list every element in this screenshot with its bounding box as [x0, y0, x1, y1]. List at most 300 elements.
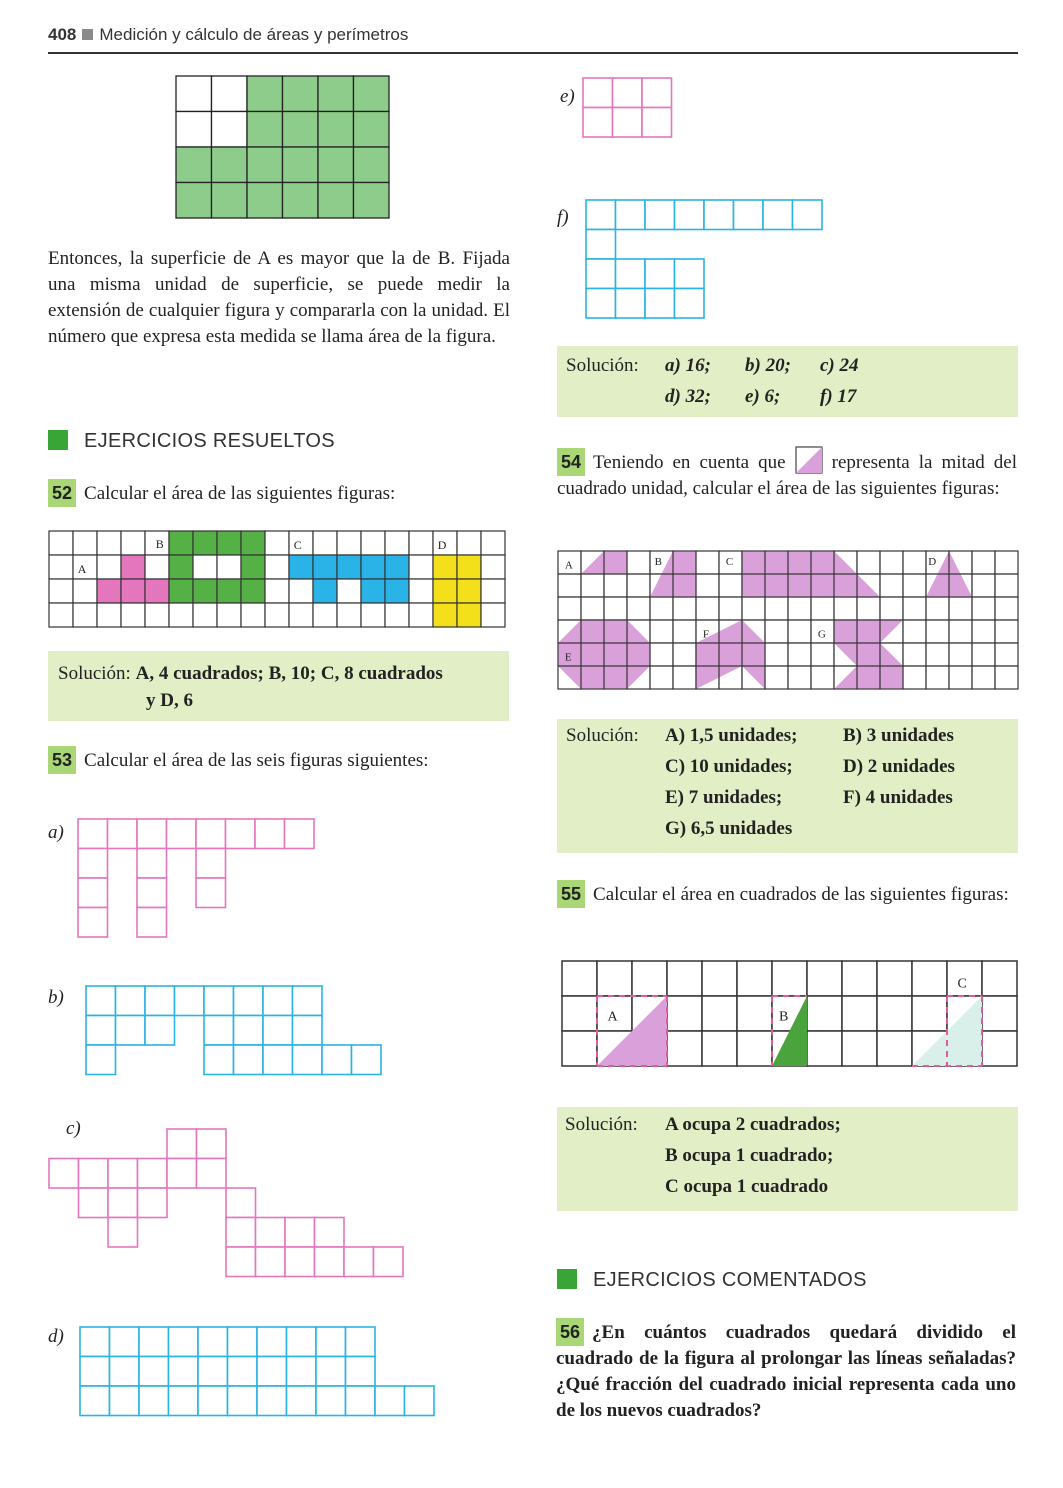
- grid-cell: [765, 620, 788, 643]
- grid-cell: [877, 961, 912, 996]
- ex52-grid-figure: [48, 530, 508, 627]
- grid-cell: [175, 986, 205, 1016]
- grid-cell: [972, 643, 995, 666]
- grid-cell: [265, 555, 289, 579]
- grid-cell: [433, 579, 457, 603]
- grid-cell: [169, 1357, 199, 1387]
- grid-cell: [354, 147, 390, 183]
- grid-cell: [972, 574, 995, 597]
- grid-cell: [361, 579, 385, 603]
- grid-cell: [877, 996, 912, 1031]
- grid-cell: [788, 597, 811, 620]
- grid-cell: [315, 1247, 345, 1277]
- grid-cell: [138, 1159, 168, 1189]
- grid-cell: [322, 1045, 352, 1075]
- grid-cell: [597, 961, 632, 996]
- grid-cell: [78, 908, 108, 938]
- grid-cell: [108, 1218, 138, 1248]
- grid-cell: [49, 603, 73, 627]
- grid-cell: [257, 1357, 287, 1387]
- grid-cell: [79, 1159, 109, 1189]
- solution-text: [58, 660, 443, 714]
- grid-cell: [121, 603, 145, 627]
- grid-cell: [627, 551, 650, 574]
- exercise-55: [557, 880, 1017, 908]
- exercise-53: [48, 746, 429, 774]
- grid-cell: [247, 76, 283, 112]
- grid-cell: [287, 1357, 317, 1387]
- grid-cell: [145, 1016, 175, 1046]
- grid-cell: [857, 551, 880, 574]
- grid-cell: [169, 555, 193, 579]
- solution-item: C ocupa 1 cuadrado: [665, 1176, 829, 1197]
- exercise-number: 56: [556, 1318, 584, 1346]
- grid-cell: [903, 597, 926, 620]
- grid-cell: [604, 574, 627, 597]
- grid-cell: [788, 620, 811, 643]
- grid-cell: [354, 183, 390, 219]
- grid-cell: [169, 531, 193, 555]
- grid-cell: [972, 666, 995, 689]
- figure-label-c: c): [66, 1118, 81, 1139]
- grid-cell: [352, 1045, 382, 1075]
- grid-cell: [241, 555, 265, 579]
- grid-cell: [995, 666, 1018, 689]
- grid-cell: [86, 1045, 116, 1075]
- grid-cell: [247, 183, 283, 219]
- grid-cell: [212, 183, 248, 219]
- solution-item: E) 7 unidades;: [665, 787, 783, 808]
- grid-cell: [481, 531, 505, 555]
- grid-cell: [241, 579, 265, 603]
- grid-cell: [807, 996, 842, 1031]
- grid-cell: [627, 574, 650, 597]
- grid-cell: [926, 666, 949, 689]
- grid-cell: [877, 1031, 912, 1066]
- grid-cell: [995, 597, 1018, 620]
- intro-paragraph: Entonces, la superficie de A es mayor que la de B. Fijada una misma unidad de superficie, se puede medir la extensión de cualquier figura y compararla con la unidad. El número que expresa esta medida se llama área de la figura.: [48, 248, 510, 347]
- grid-cell: [673, 666, 696, 689]
- grid-cell: [763, 200, 793, 230]
- grid-cell: [807, 961, 842, 996]
- grid-cell: [145, 555, 169, 579]
- grid-cell: [613, 78, 643, 108]
- grid-cell: [765, 643, 788, 666]
- figure-label-C: C: [957, 976, 967, 992]
- grid-cell: [811, 597, 834, 620]
- grid-cell: [972, 551, 995, 574]
- grid-cell: [562, 961, 597, 996]
- grid-cell: [675, 289, 705, 319]
- grid-cell: [793, 200, 823, 230]
- grid-cell: [982, 1031, 1017, 1066]
- grid-cell: [385, 603, 409, 627]
- grid-cell: [263, 1016, 293, 1046]
- grid-cell: [903, 666, 926, 689]
- grid-cell: [110, 1357, 140, 1387]
- grid-cell: [318, 183, 354, 219]
- ex53-figure-c: [48, 1128, 408, 1280]
- exercise-54: [557, 446, 1017, 502]
- grid-cell: [283, 76, 319, 112]
- figure-label-B: B: [654, 555, 662, 568]
- grid-cell: [293, 1016, 323, 1046]
- grid-cell: [73, 603, 97, 627]
- grid-cell: [226, 1188, 256, 1218]
- solution-item: G) 6,5 unidades: [665, 818, 793, 839]
- grid-cell: [289, 579, 313, 603]
- grid-cell: [212, 76, 248, 112]
- grid-cell: [374, 1247, 404, 1277]
- grid-cell: [650, 666, 673, 689]
- grid-cell: [667, 961, 702, 996]
- grid-cell: [228, 1386, 258, 1416]
- grid-cell: [586, 259, 616, 289]
- figure-label-C: C: [293, 538, 302, 552]
- grid-cell: [97, 555, 121, 579]
- grid-cell: [73, 579, 97, 603]
- grid-cell: [137, 819, 167, 849]
- grid-cell: [337, 531, 361, 555]
- grid-cell: [457, 555, 481, 579]
- grid-cell: [375, 1386, 405, 1416]
- grid-cell: [842, 996, 877, 1031]
- grid-cell: [645, 200, 675, 230]
- grid-cell: [673, 597, 696, 620]
- grid-cell: [719, 597, 742, 620]
- grid-cell: [86, 986, 116, 1016]
- figure-label-A: A: [564, 559, 573, 572]
- figure-label-d: d): [48, 1326, 64, 1347]
- grid-cell: [385, 555, 409, 579]
- grid-cell: [737, 961, 772, 996]
- grid-cell: [234, 1045, 264, 1075]
- grid-cell: [337, 603, 361, 627]
- grid-cell: [116, 986, 146, 1016]
- solution-label: Solución:: [565, 1114, 638, 1135]
- grid-cell: [247, 147, 283, 183]
- grid-cell: [667, 996, 702, 1031]
- grid-cell: [121, 579, 145, 603]
- grid-cell: [642, 78, 672, 108]
- solution-item: F) 4 unidades: [843, 787, 953, 808]
- grid-cell: [265, 603, 289, 627]
- grid-cell: [193, 555, 217, 579]
- grid-cell: [139, 1357, 169, 1387]
- grid-cell: [241, 603, 265, 627]
- grid-cell: [616, 200, 646, 230]
- exercise-56: [556, 1318, 1016, 1424]
- ex53-figure-e: [582, 77, 674, 139]
- grid-cell: [176, 183, 212, 219]
- ex52-solution: [48, 651, 509, 721]
- grid-cell: [675, 200, 705, 230]
- grid-cell: [176, 112, 212, 148]
- grid-cell: [287, 1386, 317, 1416]
- grid-cell: [283, 112, 319, 148]
- grid-cell: [361, 603, 385, 627]
- grid-cell: [627, 597, 650, 620]
- grid-cell: [257, 1327, 287, 1357]
- grid-cell: [49, 579, 73, 603]
- grid-cell: [409, 579, 433, 603]
- grid-cell: [169, 603, 193, 627]
- grid-cell: [283, 147, 319, 183]
- grid-cell: [145, 986, 175, 1016]
- grid-cell: [765, 597, 788, 620]
- grid-cell: [949, 597, 972, 620]
- grid-cell: [903, 551, 926, 574]
- grid-cell: [361, 555, 385, 579]
- grid-cell: [78, 819, 108, 849]
- grid-cell: [719, 574, 742, 597]
- grid-cell: [562, 996, 597, 1031]
- grid-cell: [49, 1159, 79, 1189]
- grid-cell: [586, 289, 616, 319]
- grid-cell: [137, 908, 167, 938]
- grid-cell: [457, 603, 481, 627]
- figure-label-e: e): [560, 86, 575, 107]
- grid-cell: [583, 108, 613, 138]
- grid-cell: [212, 112, 248, 148]
- grid-cell: [318, 76, 354, 112]
- grid-cell: [586, 200, 616, 230]
- exercise-number: 55: [557, 880, 585, 908]
- grid-cell: [354, 112, 390, 148]
- ex55-solution: [557, 1107, 1018, 1211]
- figure-label-B: B: [155, 536, 164, 551]
- grid-cell: [696, 597, 719, 620]
- grid-cell: [265, 579, 289, 603]
- grid-cell: [481, 555, 505, 579]
- grid-cell: [256, 1218, 286, 1248]
- grid-cell: [313, 531, 337, 555]
- solution-item: e) 6;: [745, 386, 781, 407]
- figure-label-E: E: [564, 651, 572, 664]
- grid-cell: [138, 1188, 168, 1218]
- grid-cell: [880, 597, 903, 620]
- grid-cell: [73, 531, 97, 555]
- grid-cell: [734, 200, 764, 230]
- grid-cell: [313, 579, 337, 603]
- grid-cell: [241, 531, 265, 555]
- grid-cell: [650, 643, 673, 666]
- grid-cell: [255, 819, 285, 849]
- grid-cell: [86, 1016, 116, 1046]
- grid-cell: [385, 579, 409, 603]
- grid-cell: [198, 1386, 228, 1416]
- solution-item: A ocupa 2 cuadrados;: [665, 1114, 841, 1135]
- grid-cell: [110, 1327, 140, 1357]
- grid-cell: [581, 597, 604, 620]
- solution-item: b) 20;: [745, 355, 791, 376]
- grid-cell: [80, 1386, 110, 1416]
- grid-cell: [834, 597, 857, 620]
- exercise-number: 54: [557, 448, 585, 476]
- grid-cell: [289, 555, 313, 579]
- grid-cell: [217, 603, 241, 627]
- grid-cell: [696, 551, 719, 574]
- grid-cell: [645, 259, 675, 289]
- figure-label-D: D: [928, 555, 937, 568]
- grid-cell: [361, 531, 385, 555]
- grid-cell: [604, 597, 627, 620]
- figure-label-A: A: [607, 1009, 618, 1025]
- grid-cell: [234, 986, 264, 1016]
- grid-cell: [811, 643, 834, 666]
- grid-cell: [204, 1045, 234, 1075]
- figure-label-B: B: [779, 1009, 789, 1025]
- solution-item: a) 16;: [665, 355, 711, 376]
- grid-cell: [145, 603, 169, 627]
- grid-cell: [217, 555, 241, 579]
- grid-cell: [926, 643, 949, 666]
- grid-cell: [788, 643, 811, 666]
- figure-label-D: D: [437, 538, 447, 552]
- grid-cell: [702, 1031, 737, 1066]
- grid-cell: [995, 551, 1018, 574]
- grid-cell: [409, 603, 433, 627]
- grid-cell: [139, 1327, 169, 1357]
- grid-cell: [765, 666, 788, 689]
- grid-cell: [912, 996, 947, 1031]
- grid-cell: [912, 961, 947, 996]
- grid-cell: [212, 147, 248, 183]
- section-bullet-icon: [557, 1269, 577, 1289]
- grid-cell: [704, 200, 734, 230]
- grid-cell: [982, 961, 1017, 996]
- page-number: 408: [48, 25, 77, 44]
- grid-cell: [217, 531, 241, 555]
- solution-item: D) 2 unidades: [843, 756, 955, 777]
- grid-cell: [193, 603, 217, 627]
- grid-cell: [49, 531, 73, 555]
- grid-cell: [949, 620, 972, 643]
- grid-cell: [285, 1218, 315, 1248]
- grid-cell: [632, 961, 667, 996]
- grid-cell: [405, 1386, 435, 1416]
- grid-cell: [116, 1016, 146, 1046]
- solution-item: C) 10 unidades;: [665, 756, 793, 777]
- grid-cell: [289, 603, 313, 627]
- grid-cell: [581, 574, 604, 597]
- grid-cell: [257, 1386, 287, 1416]
- grid-cell: [217, 579, 241, 603]
- exercise-statement: Calcular el área en cuadrados de las siguientes figuras:: [593, 884, 1009, 905]
- grid-cell: [226, 1247, 256, 1277]
- header-rule: [48, 52, 1018, 54]
- ex53-figure-f: [585, 199, 825, 319]
- grid-cell: [995, 620, 1018, 643]
- grid-cell: [742, 597, 765, 620]
- grid-cell: [616, 259, 646, 289]
- grid-cell: [583, 78, 613, 108]
- grid-cell: [167, 1129, 197, 1159]
- grid-cell: [315, 1218, 345, 1248]
- grid-cell: [926, 597, 949, 620]
- grid-cell: [673, 620, 696, 643]
- grid-cell: [139, 1386, 169, 1416]
- grid-cell: [318, 112, 354, 148]
- grid-cell: [108, 1188, 138, 1218]
- page-header-title: Medición y cálculo de áreas y perímetros: [99, 25, 409, 44]
- grid-cell: [949, 643, 972, 666]
- grid-cell: [675, 259, 705, 289]
- grid-cell: [293, 1045, 323, 1075]
- grid-cell: [842, 961, 877, 996]
- grid-cell: [121, 531, 145, 555]
- grid-cell: [97, 603, 121, 627]
- grid-cell: [558, 597, 581, 620]
- grid-cell: [97, 531, 121, 555]
- grid-cell: [903, 620, 926, 643]
- grid-cell: [903, 574, 926, 597]
- header-square-icon: [82, 29, 93, 40]
- grid-cell: [169, 1386, 199, 1416]
- grid-cell: [197, 1159, 227, 1189]
- grid-cell: [354, 76, 390, 112]
- ex53-figure-a: [77, 818, 317, 938]
- grid-cell: [811, 666, 834, 689]
- grid-cell: [145, 579, 169, 603]
- grid-cell: [167, 1159, 197, 1189]
- grid-cell: [926, 620, 949, 643]
- grid-cell: [226, 819, 256, 849]
- grid-cell: [481, 603, 505, 627]
- grid-cell: [667, 1031, 702, 1066]
- solution-label: Solución:: [58, 663, 131, 684]
- ex53-figure-d: [79, 1326, 439, 1421]
- grid-cell: [457, 531, 481, 555]
- grid-cell: [234, 1016, 264, 1046]
- grid-cell: [880, 551, 903, 574]
- grid-cell: [204, 986, 234, 1016]
- grid-cell: [344, 1247, 374, 1277]
- grid-cell: [650, 620, 673, 643]
- grid-cell: [642, 108, 672, 138]
- grid-cell: [97, 579, 121, 603]
- grid-cell: [346, 1386, 376, 1416]
- grid-cell: [842, 1031, 877, 1066]
- grid-cell: [316, 1386, 346, 1416]
- grid-cell: [198, 1327, 228, 1357]
- grid-cell: [196, 878, 226, 908]
- grid-cell: [613, 108, 643, 138]
- section-heading-resueltos: [48, 430, 335, 453]
- exercise-statement: ¿En cuántos cuadrados quedará dividido el cuadrado de la figura al prolongar las líneas señaladas? ¿Qué fracción del cuadrado inicial representa cada uno de los nuevos cuadrados?: [556, 1322, 1016, 1421]
- grid-cell: [226, 1218, 256, 1248]
- grid-cell: [193, 531, 217, 555]
- ex54-solution: [557, 719, 1018, 853]
- grid-cell: [285, 819, 315, 849]
- grid-cell: [645, 289, 675, 319]
- grid-cell: [807, 1031, 842, 1066]
- figure-label-G: G: [817, 628, 826, 641]
- section-title: EJERCICIOS RESUELTOS: [84, 430, 335, 452]
- grid-cell: [616, 289, 646, 319]
- grid-cell: [78, 849, 108, 879]
- section-title: EJERCICIOS COMENTADOS: [593, 1269, 867, 1291]
- grid-cell: [995, 643, 1018, 666]
- intro-grid-figure: [175, 75, 391, 218]
- exercise-statement-end: representa la mitad del cuadrado unidad, calcular el área de las siguientes figuras:: [557, 452, 1018, 499]
- section-heading-comentados: [557, 1269, 867, 1292]
- figure-label-F: F: [702, 628, 710, 641]
- grid-cell: [176, 147, 212, 183]
- grid-cell: [433, 555, 457, 579]
- grid-cell: [263, 1045, 293, 1075]
- solution-item: d) 32;: [665, 386, 711, 407]
